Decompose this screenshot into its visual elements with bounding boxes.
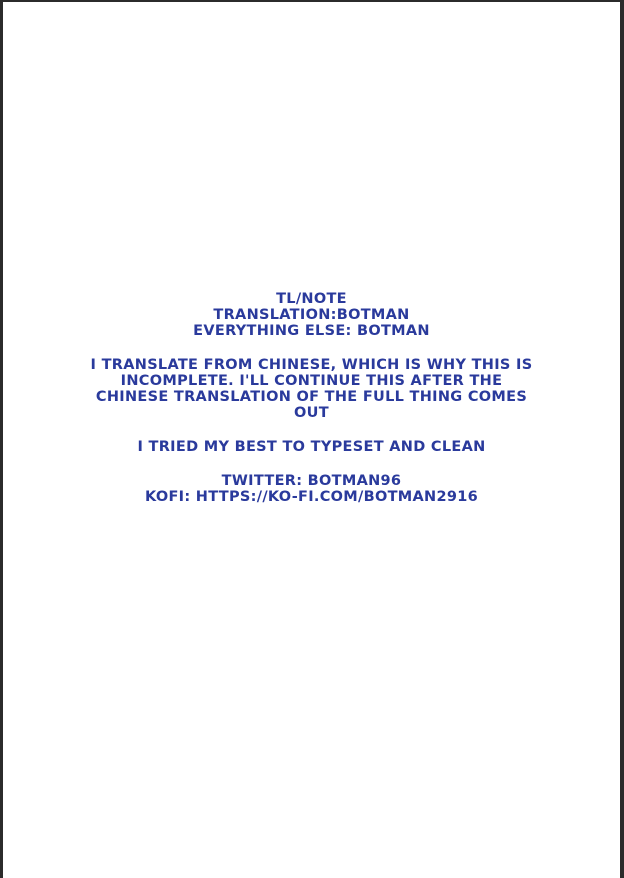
note-heading: TL/NOTE bbox=[276, 291, 347, 307]
note-line: OUT bbox=[294, 405, 329, 421]
effort-note: I TRIED MY BEST TO TYPESET AND CLEAN bbox=[137, 439, 486, 455]
page-border-top bbox=[0, 0, 624, 2]
note-line: I TRANSLATE FROM CHINESE, WHICH IS WHY THIS IS bbox=[90, 357, 533, 373]
page-border-right bbox=[620, 0, 624, 878]
note-line: INCOMPLETE. I'LL CONTINUE THIS AFTER THE bbox=[120, 373, 503, 389]
everything-else-credit: EVERYTHING ELSE: BOTMAN bbox=[193, 323, 430, 339]
translator-note bbox=[3, 291, 620, 505]
translation-note-paragraph bbox=[3, 357, 620, 421]
note-line: CHINESE TRANSLATION OF THE FULL THING COMES bbox=[95, 389, 528, 405]
kofi-link[interactable]: KOFI: HTTPS://KO-FI.COM/BOTMAN2916 bbox=[144, 489, 479, 505]
twitter-handle: TWITTER: BOTMAN96 bbox=[221, 473, 402, 489]
translation-credit: TRANSLATION:BOTMAN bbox=[213, 307, 410, 323]
